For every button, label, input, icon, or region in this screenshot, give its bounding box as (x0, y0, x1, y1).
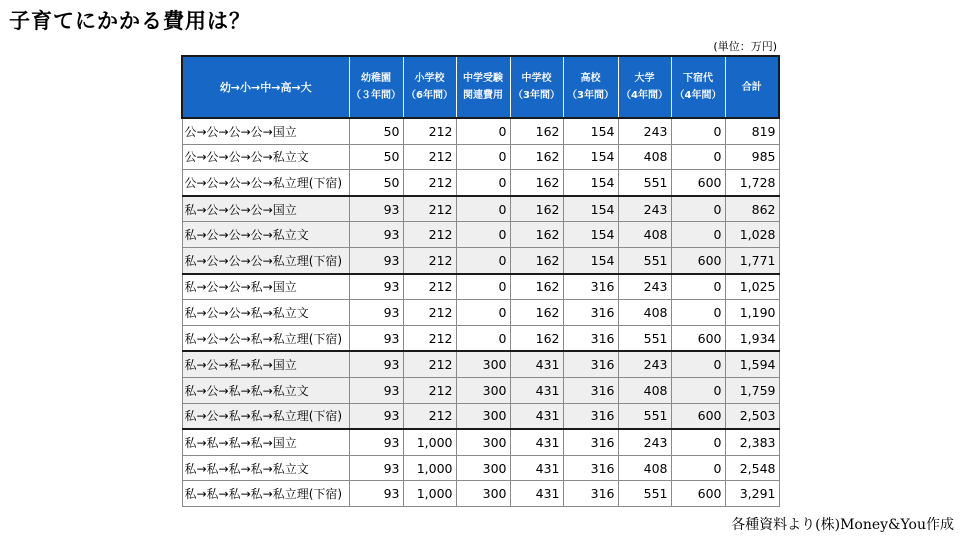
cell-elementary: 212 (403, 325, 456, 351)
cell-university: 243 (618, 429, 671, 455)
cell-university: 551 (618, 325, 671, 351)
cell-lodging: 600 (671, 325, 725, 351)
cell-kindergarten: 93 (349, 325, 403, 351)
page-title: 子育てにかかる費用は？ (9, 9, 251, 33)
cell-university: 408 (618, 144, 671, 170)
cell-route: 私→私→私→私→私立理(下宿) (182, 481, 349, 507)
cell-total: 3,291 (725, 481, 779, 507)
cell-junior-high: 162 (510, 274, 563, 300)
cell-route: 私→私→私→私→私立文 (182, 455, 349, 481)
cell-lodging: 0 (671, 351, 725, 377)
cell-lodging: 600 (671, 481, 725, 507)
cell-university: 243 (618, 351, 671, 377)
cell-junior-high: 431 (510, 429, 563, 455)
cell-total: 2,548 (725, 455, 779, 481)
cell-high-school: 316 (563, 325, 618, 351)
cell-junior-high: 162 (510, 196, 563, 222)
cell-elementary: 212 (403, 351, 456, 377)
cell-kindergarten: 93 (349, 222, 403, 248)
table-row (182, 222, 779, 248)
cell-university: 551 (618, 403, 671, 429)
cell-total: 862 (725, 196, 779, 222)
cell-route: 私→公→公→私→私立理(下宿) (182, 325, 349, 351)
cell-kindergarten: 93 (349, 403, 403, 429)
unit-note: (単位：万円) (713, 40, 777, 53)
cell-elementary: 212 (403, 144, 456, 170)
cell-route: 私→公→公→公→国立 (182, 196, 349, 222)
cell-exam-cost: 0 (456, 144, 510, 170)
cell-lodging: 0 (671, 118, 725, 144)
cell-kindergarten: 93 (349, 247, 403, 273)
cell-exam-cost: 0 (456, 118, 510, 144)
cell-high-school: 316 (563, 481, 618, 507)
cell-total: 1,028 (725, 222, 779, 248)
cell-high-school: 316 (563, 455, 618, 481)
cell-lodging: 0 (671, 144, 725, 170)
cell-high-school: 316 (563, 377, 618, 403)
cell-university: 551 (618, 170, 671, 196)
cell-elementary: 212 (403, 403, 456, 429)
header-elementary: 小学校 （6年間） (403, 56, 456, 118)
cell-total: 2,503 (725, 403, 779, 429)
cell-kindergarten: 93 (349, 274, 403, 300)
cell-high-school: 316 (563, 429, 618, 455)
cell-high-school: 316 (563, 274, 618, 300)
cell-route: 私→公→公→私→私立文 (182, 300, 349, 326)
cell-kindergarten: 93 (349, 377, 403, 403)
cell-high-school: 316 (563, 403, 618, 429)
cell-junior-high: 431 (510, 481, 563, 507)
cell-university: 243 (618, 118, 671, 144)
cell-junior-high: 162 (510, 300, 563, 326)
cell-high-school: 154 (563, 144, 618, 170)
cell-total: 1,934 (725, 325, 779, 351)
cell-exam-cost: 300 (456, 481, 510, 507)
cell-kindergarten: 93 (349, 455, 403, 481)
cell-university: 408 (618, 300, 671, 326)
table-row (182, 118, 779, 144)
cell-university: 408 (618, 222, 671, 248)
cell-kindergarten: 50 (349, 144, 403, 170)
cell-elementary: 1,000 (403, 481, 456, 507)
header-high-school: 高校 （3年間） (563, 56, 618, 118)
cell-elementary: 212 (403, 196, 456, 222)
cell-route: 公→公→公→公→私立文 (182, 144, 349, 170)
cell-university: 551 (618, 247, 671, 273)
cell-elementary: 212 (403, 300, 456, 326)
table-row (182, 455, 779, 481)
cell-lodging: 0 (671, 455, 725, 481)
cell-junior-high: 431 (510, 351, 563, 377)
cell-total: 2,383 (725, 429, 779, 455)
table-row (182, 170, 779, 196)
cell-exam-cost: 300 (456, 403, 510, 429)
table-row (182, 247, 779, 273)
cell-junior-high: 162 (510, 118, 563, 144)
cell-junior-high: 162 (510, 222, 563, 248)
cell-total: 1,594 (725, 351, 779, 377)
table-row (182, 196, 779, 222)
cell-lodging: 600 (671, 247, 725, 273)
table-row (182, 377, 779, 403)
cell-lodging: 0 (671, 300, 725, 326)
cell-university: 408 (618, 377, 671, 403)
cell-route: 私→公→私→私→私立文 (182, 377, 349, 403)
cell-total: 1,025 (725, 274, 779, 300)
cell-kindergarten: 93 (349, 351, 403, 377)
cost-table (181, 55, 780, 507)
cell-total: 1,728 (725, 170, 779, 196)
cell-lodging: 0 (671, 377, 725, 403)
cell-kindergarten: 93 (349, 481, 403, 507)
cell-junior-high: 162 (510, 170, 563, 196)
cell-kindergarten: 93 (349, 429, 403, 455)
cell-lodging: 0 (671, 196, 725, 222)
table-row (182, 144, 779, 170)
cell-junior-high: 431 (510, 455, 563, 481)
cell-exam-cost: 0 (456, 170, 510, 196)
cell-elementary: 212 (403, 377, 456, 403)
cell-university: 551 (618, 481, 671, 507)
cell-elementary: 212 (403, 118, 456, 144)
cell-route: 私→公→公→公→私立理(下宿) (182, 247, 349, 273)
cell-route: 私→公→公→公→私立文 (182, 222, 349, 248)
cell-high-school: 316 (563, 300, 618, 326)
header-university: 大学 （4年間） (618, 56, 671, 118)
cell-exam-cost: 0 (456, 325, 510, 351)
cell-high-school: 154 (563, 222, 618, 248)
cell-lodging: 0 (671, 274, 725, 300)
header-total: 合計 (725, 56, 779, 118)
cell-exam-cost: 300 (456, 351, 510, 377)
header-junior-high: 中学校 （3年間） (510, 56, 563, 118)
cell-exam-cost: 0 (456, 222, 510, 248)
cell-total: 1,771 (725, 247, 779, 273)
source-note: 各種資料より(株)Money&You作成 (731, 517, 954, 533)
table-header-row (182, 56, 779, 118)
cell-junior-high: 431 (510, 377, 563, 403)
cell-kindergarten: 50 (349, 170, 403, 196)
header-route: 幼→小→中→高→大 (182, 56, 349, 118)
cell-elementary: 1,000 (403, 429, 456, 455)
cell-junior-high: 162 (510, 144, 563, 170)
header-lodging: 下宿代 （4年間） (671, 56, 725, 118)
cell-kindergarten: 93 (349, 300, 403, 326)
cell-elementary: 212 (403, 274, 456, 300)
cell-exam-cost: 0 (456, 196, 510, 222)
cell-total: 1,759 (725, 377, 779, 403)
cell-exam-cost: 300 (456, 377, 510, 403)
cell-route: 私→公→私→私→国立 (182, 351, 349, 377)
cell-lodging: 0 (671, 222, 725, 248)
cell-university: 243 (618, 196, 671, 222)
cell-exam-cost: 0 (456, 300, 510, 326)
cell-university: 408 (618, 455, 671, 481)
table-row (182, 481, 779, 507)
cell-route: 私→公→公→私→国立 (182, 274, 349, 300)
cell-total: 1,190 (725, 300, 779, 326)
cell-exam-cost: 300 (456, 455, 510, 481)
cell-elementary: 212 (403, 247, 456, 273)
table-row (182, 351, 779, 377)
cell-route: 私→公→私→私→私立理(下宿) (182, 403, 349, 429)
cell-elementary: 1,000 (403, 455, 456, 481)
cell-elementary: 212 (403, 170, 456, 196)
cell-kindergarten: 50 (349, 118, 403, 144)
cell-junior-high: 162 (510, 325, 563, 351)
cell-lodging: 0 (671, 429, 725, 455)
cell-high-school: 154 (563, 247, 618, 273)
table-row (182, 403, 779, 429)
cell-total: 819 (725, 118, 779, 144)
header-exam-cost: 中学受験 関連費用 (456, 56, 510, 118)
table-row (182, 300, 779, 326)
cell-university: 243 (618, 274, 671, 300)
cell-total: 985 (725, 144, 779, 170)
cell-high-school: 154 (563, 170, 618, 196)
cell-route: 公→公→公→公→国立 (182, 118, 349, 144)
cell-elementary: 212 (403, 222, 456, 248)
cell-route: 私→私→私→私→国立 (182, 429, 349, 455)
cell-exam-cost: 0 (456, 247, 510, 273)
cell-high-school: 316 (563, 351, 618, 377)
cell-kindergarten: 93 (349, 196, 403, 222)
header-kindergarten: 幼稚園 （３年間） (349, 56, 403, 118)
cell-lodging: 600 (671, 170, 725, 196)
cell-lodging: 600 (671, 403, 725, 429)
table-row (182, 274, 779, 300)
cell-high-school: 154 (563, 118, 618, 144)
cell-route: 公→公→公→公→私立理(下宿) (182, 170, 349, 196)
cell-exam-cost: 300 (456, 429, 510, 455)
cell-junior-high: 162 (510, 247, 563, 273)
cell-exam-cost: 0 (456, 274, 510, 300)
cell-high-school: 154 (563, 196, 618, 222)
table-row (182, 325, 779, 351)
cell-junior-high: 431 (510, 403, 563, 429)
table-row (182, 429, 779, 455)
